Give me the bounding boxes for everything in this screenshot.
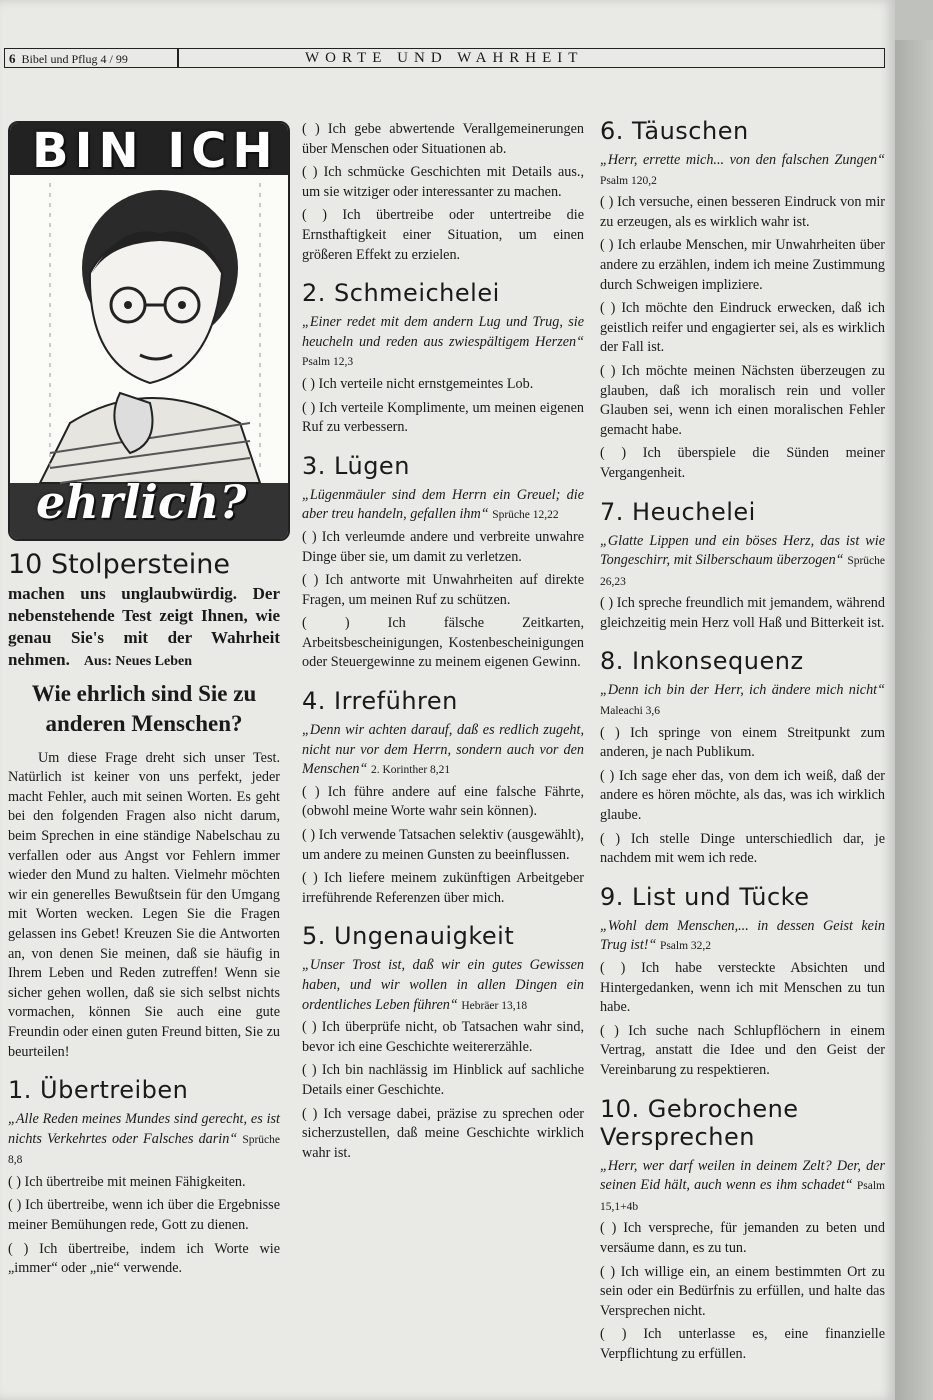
article-lead: machen uns unglaubwürdig. Der nebenstehende Test zeigt Ihnen, wie genau Sie's mit der Wahrheit nehmen. Aus: Neues Leben xyxy=(8,583,280,669)
article-intro xyxy=(8,749,280,1063)
question-item[interactable]: ( ) Ich möchte den Eindruck erwecken, daß ich geistlich reifer und engagierter sei, als es wirklich der Fall ist. xyxy=(600,300,885,356)
question-item[interactable]: ( ) Ich fälsche Zeitkarten, Arbeitsbescheinigungen, Kostenbescheinigungen oder Steuergewinne zu meinem eigenen Gewinn. xyxy=(302,615,584,671)
question-item[interactable]: ( ) Ich versage dabei, präzise zu sprechen oder sicherzustellen, daß meine Geschichte wirklich wahr ist. xyxy=(302,1105,584,1161)
section-4-quote: „Denn wir achten darauf, daß es redlich zugeht, nicht nur vor dem Herrn, sondern auch vor den Menschen“ 2. Korinther 8,21 xyxy=(302,722,584,778)
magazine-title: WORTE UND WAHRHEIT xyxy=(305,50,584,66)
section-7-quote: „Glatte Lippen und ein böses Herz, das ist wie Tongeschirr, mit Silberschaum überzogen“ Sprüche 26,23 xyxy=(600,532,885,588)
section-9-title: 9. List und Tücke xyxy=(600,882,810,911)
question-item[interactable]: ( ) Ich übertreibe oder untertreibe die Ernsthaftigkeit einer Situation, um einen größeren Effekt zu erzielen. xyxy=(302,207,584,263)
intro-body: Um diese Frage dreht sich unser Test. Natürlich ist keiner von uns perfekt, jeder macht Fehler, auch mit seinen Worten. Es geht bei den folgenden Fragen also nicht darum, beim Sprechen in eine ständige Nabelschau zu verfallen oder aus Angst vor Fehlern immer wieder den Mund zu halten. Vielmehr möchten wir ein generelles Bewußtsein für den Umgang mit Worten wecken. Legen Sie die Fragen gelassen ins Gebet! Kreuzen Sie die Antworten an, von denen Sie meinen, daß sie häufig in Ihrem Leben und Reden zutreffen! Wenn sie sicher gehen wollen, daß sie sich selbst nichts vormachen, können Sie auch eine gute Freundin oder einen guten Freund bitten, Sie zu beurteilen! xyxy=(8,749,280,1060)
question-item[interactable]: ( ) Ich spreche freundlich mit jemandem, während gleichzeitig mein Herz voll Haß und Bitterkeit ist. xyxy=(600,595,885,631)
question-item[interactable]: ( ) Ich verteile Komplimente, um meinen eigenen Ruf zu verbessern. xyxy=(302,399,584,436)
question-item[interactable]: ( ) Ich verleumde andere und verbreite unwahre Dinge über sie, um damit zu verletzen. xyxy=(302,528,584,565)
section-7-title: 7. Heuchelei xyxy=(600,497,756,526)
question-item[interactable]: ( ) Ich überspiele die Sünden meiner Vergangenheit. xyxy=(600,445,885,481)
question-item[interactable]: ( ) Ich liefere meinem zukünftigen Arbeitgeber irreführende Referenzen über mich. xyxy=(302,870,584,906)
question-item[interactable]: ( ) Ich übertreibe, indem ich Worte wie „immer“ oder „nie“ verwende. xyxy=(8,1240,280,1277)
next-page-edge xyxy=(895,40,933,1400)
poster-illustration xyxy=(8,121,290,541)
question-item[interactable]: ( ) Ich bin nachlässig im Hinblick auf sachliche Details einer Geschichte. xyxy=(302,1062,584,1098)
section-6-title: 6. Täuschen xyxy=(600,117,749,145)
question-item[interactable]: ( ) Ich übertreibe, wenn ich über die Ergebnisse meiner Bemühungen rede, Gott zu dienen. xyxy=(8,1197,280,1234)
section-8-quote: „Denn ich bin der Herr, ich ändere mich nicht“ Maleachi 3,6 xyxy=(600,682,885,718)
poster-headline: BIN ICH xyxy=(32,123,279,179)
section-1-quote: „Alle Reden meines Mundes sind gerecht, es ist nichts Verkehrtes oder Falsches darin“ Sprüche 8,8 xyxy=(8,1111,280,1167)
question-item[interactable]: ( ) Ich gebe abwertende Verallgemeinerungen über Menschen oder Situationen ab. xyxy=(302,121,584,157)
question-item[interactable]: ( ) Ich antworte mit Unwahrheiten auf direkte Fragen, um meinen Ruf zu schützen. xyxy=(302,572,584,608)
question-item[interactable]: ( ) Ich verwende Tatsachen selektiv (ausgewählt), um andere zu meinen Gunsten zu beeinflussen. xyxy=(302,827,584,863)
question-item[interactable]: ( ) Ich sage eher das, von dem ich weiß, daß der andere es hören möchte, als das, was ich wirklich glaube. xyxy=(600,767,885,824)
section-1-title: 1. Übertreiben xyxy=(8,1076,189,1105)
section-9-quote: „Wohl dem Menschen,... in dessen Geist kein Trug ist!“ Psalm 32,2 xyxy=(600,917,885,954)
section-5-quote: „Unser Trost ist, daß wir ein gutes Gewissen haben, und wir wollen in allen Dingen ein ordentliches Leben führen“ Hebräer 13,18 xyxy=(302,957,584,1013)
column-3 xyxy=(600,117,885,1369)
question-item[interactable]: ( ) Ich suche nach Schlupflöchern in einem Vertrag, anstatt die Idee und den Geist der Vereinbarung zu respektieren. xyxy=(600,1022,885,1078)
question-item[interactable]: ( ) Ich habe versteckte Absichten und Hintergedanken, wenn ich mit Menschen zu tun habe. xyxy=(600,960,885,1016)
section-3-title: 3. Lügen xyxy=(302,451,410,480)
article-source: Aus: Neues Leben xyxy=(83,653,192,669)
poster-tagline: ehrlich? xyxy=(36,475,247,529)
question-item[interactable]: ( ) Ich übertreibe mit meinen Fähigkeiten. xyxy=(8,1173,246,1190)
section-3-quote: „Lügenmäuler sind dem Herrn ein Greuel; die aber treu handeln, gefallen ihm“ Sprüche 12,22 xyxy=(302,486,584,523)
page-header xyxy=(4,48,885,68)
question-item[interactable]: ( ) Ich führe andere auf eine falsche Fährte, (obwohl meine Worte wahr sein können). xyxy=(302,783,584,820)
column-2 xyxy=(302,120,584,1167)
question-item[interactable]: ( ) Ich verspreche, für jemanden zu beten und versäume dann, es zu tun. xyxy=(600,1220,885,1256)
question-item[interactable]: ( ) Ich willige ein, an einem bestimmten Ort zu sein oder ein Bedürfnis zu erfüllen, und halte das Versprechen nicht. xyxy=(600,1263,885,1319)
page-number: 6 xyxy=(9,51,16,66)
question-item[interactable]: ( ) Ich versuche, einen besseren Eindruck von mir zu erzeugen, als es wirklich wahr ist. xyxy=(600,194,885,230)
question-item[interactable]: ( ) Ich unterlasse es, eine finanzielle Verpflichtung zu erfüllen. xyxy=(600,1326,885,1362)
article-title: 10 Stolpersteine xyxy=(8,549,231,580)
question-item[interactable]: ( ) Ich springe von einem Streitpunkt zum anderen, je nach Publikum. xyxy=(600,724,885,761)
section-6-quote: „Herr, errette mich... von den falschen Zungen“ Psalm 120,2 xyxy=(600,152,885,187)
issue-label: Bibel und Pflug 4 / 99 xyxy=(21,52,128,66)
header-divider xyxy=(177,49,179,67)
question-item[interactable]: ( ) Ich schmücke Geschichten mit Details aus., um sie witziger oder interessanter zu machen. xyxy=(302,164,584,200)
section-2-quote: „Einer redet mit dem andern Lug und Trug, sie heucheln und reden aus zwiespältigem Herzen“ Psalm 12,3 xyxy=(302,314,584,369)
section-10-quote: „Herr, wer darf weilen in deinem Zelt? Der, der seinen Eid hält, auch wenn es ihm schadet“ Psalm 15,1+4b xyxy=(600,1157,886,1213)
section-8-title: 8. Inkonsequenz xyxy=(600,647,804,676)
header-left xyxy=(9,51,128,67)
article-subhead: Wie ehrlich sind Sie zu anderen Menschen? xyxy=(31,680,257,736)
question-item[interactable]: ( ) Ich stelle Dinge unterschiedlich dar, je nachdem mit wem ich rede. xyxy=(600,830,885,867)
question-item[interactable]: ( ) Ich verteile nicht ernstgemeintes Lob. xyxy=(302,375,534,392)
section-5-title: 5. Ungenauigkeit xyxy=(302,922,515,951)
column-1 xyxy=(8,549,280,1283)
question-item[interactable]: ( ) Ich erlaube Menschen, mir Unwahrheiten über andere zu erzählen, indem ich meine Zustimmung durch Schweigen impliziere. xyxy=(600,237,885,293)
section-4-title: 4. Irreführen xyxy=(302,687,458,716)
section-10-title: 10. Gebrochene Versprechen xyxy=(600,1094,799,1151)
question-item[interactable]: ( ) Ich möchte meinen Nächsten überzeugen zu glauben, daß ich moralisch rein und voller Glauben sei, wenn ich einen moralischen Fehler gemacht habe. xyxy=(600,362,885,438)
section-2-title: 2. Schmeichelei xyxy=(302,279,500,308)
question-item[interactable]: ( ) Ich überprüfe nicht, ob Tatsachen wahr sind, bevor ich eine Geschichte weitererzähle. xyxy=(302,1019,584,1055)
